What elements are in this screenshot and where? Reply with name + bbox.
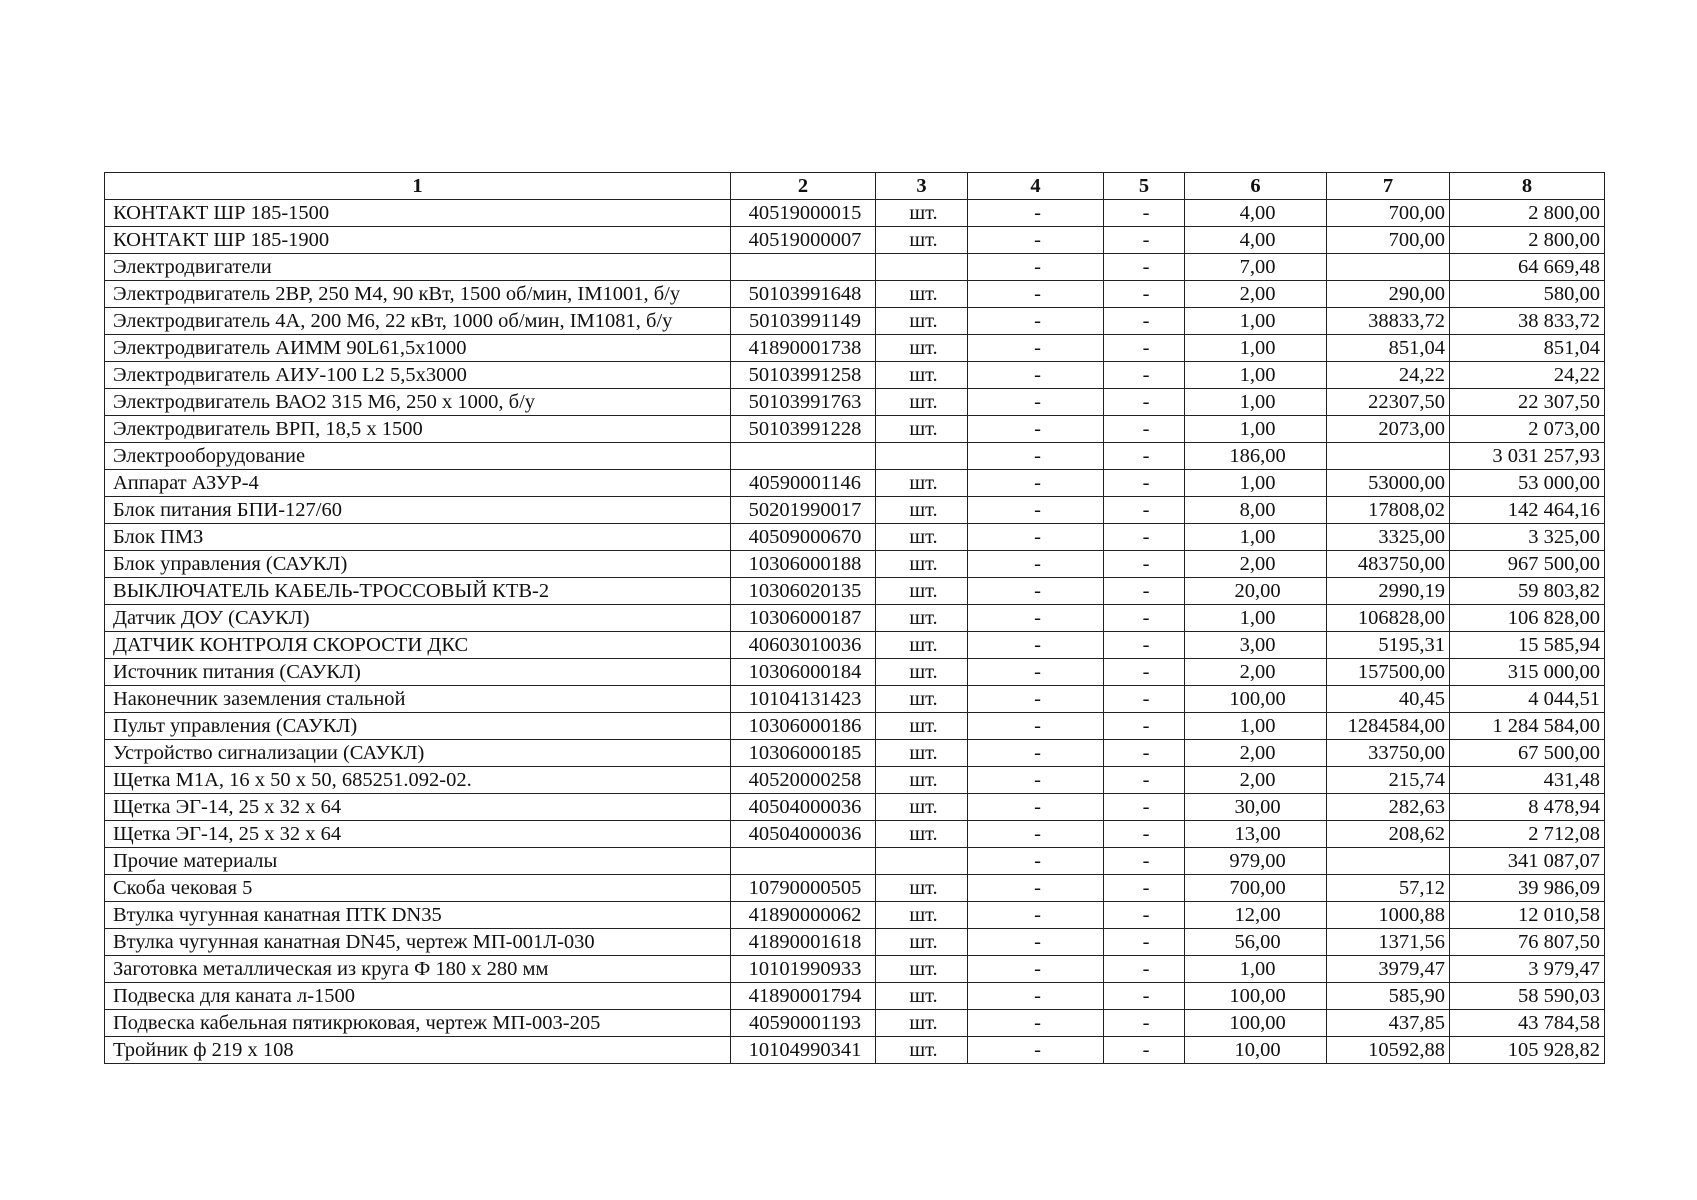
column-4-cell: - bbox=[968, 875, 1104, 902]
price-cell: 40,45 bbox=[1327, 686, 1450, 713]
sum-cell: 76 807,50 bbox=[1450, 929, 1605, 956]
column-4-cell: - bbox=[968, 470, 1104, 497]
column-4-cell: - bbox=[968, 200, 1104, 227]
item-name-cell: ВЫКЛЮЧАТЕЛЬ КАБЕЛЬ-ТРОССОВЫЙ КТВ-2 bbox=[105, 578, 731, 605]
table-row bbox=[105, 308, 1605, 335]
table-row bbox=[105, 767, 1605, 794]
item-name-cell: Наконечник заземления стальной bbox=[105, 686, 731, 713]
unit-cell: шт. bbox=[876, 578, 968, 605]
item-code-cell bbox=[731, 443, 876, 470]
price-cell: 10592,88 bbox=[1327, 1037, 1450, 1064]
unit-cell: шт. bbox=[876, 875, 968, 902]
unit-cell: шт. bbox=[876, 227, 968, 254]
table-row bbox=[105, 362, 1605, 389]
column-5-cell: - bbox=[1104, 227, 1185, 254]
table-row bbox=[105, 578, 1605, 605]
unit-cell: шт. bbox=[876, 281, 968, 308]
column-header-1: 1 bbox=[105, 173, 731, 200]
price-cell bbox=[1327, 848, 1450, 875]
sum-cell: 341 087,07 bbox=[1450, 848, 1605, 875]
price-cell: 282,63 bbox=[1327, 794, 1450, 821]
sum-cell: 43 784,58 bbox=[1450, 1010, 1605, 1037]
column-4-cell: - bbox=[968, 821, 1104, 848]
item-name-cell: Втулка чугунная канатная ПТК DN35 bbox=[105, 902, 731, 929]
column-4-cell: - bbox=[968, 1037, 1104, 1064]
table-row bbox=[105, 443, 1605, 470]
unit-cell bbox=[876, 254, 968, 281]
price-cell: 1284584,00 bbox=[1327, 713, 1450, 740]
column-5-cell: - bbox=[1104, 470, 1185, 497]
column-4-cell: - bbox=[968, 848, 1104, 875]
price-cell: 290,00 bbox=[1327, 281, 1450, 308]
quantity-cell: 8,00 bbox=[1185, 497, 1327, 524]
price-cell: 106828,00 bbox=[1327, 605, 1450, 632]
item-code-cell: 41890001738 bbox=[731, 335, 876, 362]
quantity-cell: 186,00 bbox=[1185, 443, 1327, 470]
table-row bbox=[105, 902, 1605, 929]
unit-cell: шт. bbox=[876, 821, 968, 848]
sum-cell: 3 325,00 bbox=[1450, 524, 1605, 551]
item-code-cell: 50201990017 bbox=[731, 497, 876, 524]
item-code-cell: 10790000505 bbox=[731, 875, 876, 902]
item-name-cell: Заготовка металлическая из круга Ф 180 х 280 мм bbox=[105, 956, 731, 983]
item-code-cell: 10306000188 bbox=[731, 551, 876, 578]
quantity-cell: 100,00 bbox=[1185, 983, 1327, 1010]
column-5-cell: - bbox=[1104, 443, 1185, 470]
table-row bbox=[105, 659, 1605, 686]
column-5-cell: - bbox=[1104, 416, 1185, 443]
quantity-cell: 1,00 bbox=[1185, 335, 1327, 362]
table-row bbox=[105, 1010, 1605, 1037]
table-row bbox=[105, 929, 1605, 956]
column-5-cell: - bbox=[1104, 713, 1185, 740]
quantity-cell: 2,00 bbox=[1185, 659, 1327, 686]
column-4-cell: - bbox=[968, 956, 1104, 983]
column-4-cell: - bbox=[968, 578, 1104, 605]
column-5-cell: - bbox=[1104, 362, 1185, 389]
column-4-cell: - bbox=[968, 335, 1104, 362]
table-row bbox=[105, 335, 1605, 362]
price-cell: 157500,00 bbox=[1327, 659, 1450, 686]
price-cell: 53000,00 bbox=[1327, 470, 1450, 497]
item-name-cell: Щетка М1А, 16 х 50 х 50, 685251.092-02. bbox=[105, 767, 731, 794]
sum-cell: 580,00 bbox=[1450, 281, 1605, 308]
item-code-cell: 40509000670 bbox=[731, 524, 876, 551]
sum-cell: 2 800,00 bbox=[1450, 227, 1605, 254]
item-code-cell: 40603010036 bbox=[731, 632, 876, 659]
column-4-cell: - bbox=[968, 524, 1104, 551]
table-row bbox=[105, 416, 1605, 443]
unit-cell: шт. bbox=[876, 794, 968, 821]
column-5-cell: - bbox=[1104, 605, 1185, 632]
price-cell bbox=[1327, 443, 1450, 470]
unit-cell bbox=[876, 443, 968, 470]
price-cell: 22307,50 bbox=[1327, 389, 1450, 416]
column-5-cell: - bbox=[1104, 497, 1185, 524]
sum-cell: 59 803,82 bbox=[1450, 578, 1605, 605]
quantity-cell: 979,00 bbox=[1185, 848, 1327, 875]
price-cell: 483750,00 bbox=[1327, 551, 1450, 578]
sum-cell: 967 500,00 bbox=[1450, 551, 1605, 578]
item-name-cell: ДАТЧИК КОНТРОЛЯ СКОРОСТИ ДКС bbox=[105, 632, 731, 659]
quantity-cell: 1,00 bbox=[1185, 470, 1327, 497]
table-row bbox=[105, 821, 1605, 848]
quantity-cell: 2,00 bbox=[1185, 767, 1327, 794]
sum-cell: 3 979,47 bbox=[1450, 956, 1605, 983]
column-5-cell: - bbox=[1104, 929, 1185, 956]
quantity-cell: 20,00 bbox=[1185, 578, 1327, 605]
price-cell: 24,22 bbox=[1327, 362, 1450, 389]
item-name-cell: Щетка ЭГ-14, 25 х 32 х 64 bbox=[105, 821, 731, 848]
quantity-cell: 1,00 bbox=[1185, 389, 1327, 416]
table-body bbox=[105, 200, 1605, 1064]
table-row bbox=[105, 389, 1605, 416]
quantity-cell: 4,00 bbox=[1185, 200, 1327, 227]
item-name-cell: Блок питания БПИ-127/60 bbox=[105, 497, 731, 524]
unit-cell: шт. bbox=[876, 1010, 968, 1037]
quantity-cell: 1,00 bbox=[1185, 524, 1327, 551]
column-header-5: 5 bbox=[1104, 173, 1185, 200]
column-4-cell: - bbox=[968, 416, 1104, 443]
unit-cell: шт. bbox=[876, 659, 968, 686]
sum-cell: 24,22 bbox=[1450, 362, 1605, 389]
sum-cell: 15 585,94 bbox=[1450, 632, 1605, 659]
column-5-cell: - bbox=[1104, 875, 1185, 902]
item-name-cell: Скоба чековая 5 bbox=[105, 875, 731, 902]
column-5-cell: - bbox=[1104, 659, 1185, 686]
column-5-cell: - bbox=[1104, 524, 1185, 551]
sum-cell: 64 669,48 bbox=[1450, 254, 1605, 281]
item-name-cell: Электродвигатели bbox=[105, 254, 731, 281]
column-5-cell: - bbox=[1104, 821, 1185, 848]
quantity-cell: 12,00 bbox=[1185, 902, 1327, 929]
item-code-cell: 40504000036 bbox=[731, 821, 876, 848]
item-name-cell: Электродвигатель ВРП, 18,5 х 1500 bbox=[105, 416, 731, 443]
item-code-cell: 40504000036 bbox=[731, 794, 876, 821]
item-name-cell: Прочие материалы bbox=[105, 848, 731, 875]
sum-cell: 1 284 584,00 bbox=[1450, 713, 1605, 740]
table-row bbox=[105, 956, 1605, 983]
sum-cell: 3 031 257,93 bbox=[1450, 443, 1605, 470]
quantity-cell: 56,00 bbox=[1185, 929, 1327, 956]
item-code-cell: 40520000258 bbox=[731, 767, 876, 794]
item-name-cell: Электродвигатель 2ВР, 250 М4, 90 кВт, 1500 об/мин, IМ1001, б/у bbox=[105, 281, 731, 308]
price-cell: 585,90 bbox=[1327, 983, 1450, 1010]
sum-cell: 105 928,82 bbox=[1450, 1037, 1605, 1064]
price-cell bbox=[1327, 254, 1450, 281]
table-row bbox=[105, 632, 1605, 659]
table-row bbox=[105, 794, 1605, 821]
column-5-cell: - bbox=[1104, 902, 1185, 929]
table-row bbox=[105, 254, 1605, 281]
table-row bbox=[105, 740, 1605, 767]
unit-cell: шт. bbox=[876, 1037, 968, 1064]
item-name-cell: Подвеска для каната л-1500 bbox=[105, 983, 731, 1010]
unit-cell: шт. bbox=[876, 335, 968, 362]
quantity-cell: 2,00 bbox=[1185, 281, 1327, 308]
quantity-cell: 2,00 bbox=[1185, 740, 1327, 767]
item-code-cell: 40519000007 bbox=[731, 227, 876, 254]
column-4-cell: - bbox=[968, 443, 1104, 470]
sum-cell: 2 800,00 bbox=[1450, 200, 1605, 227]
column-5-cell: - bbox=[1104, 686, 1185, 713]
sum-cell: 39 986,09 bbox=[1450, 875, 1605, 902]
item-code-cell: 40519000015 bbox=[731, 200, 876, 227]
sum-cell: 4 044,51 bbox=[1450, 686, 1605, 713]
price-cell: 38833,72 bbox=[1327, 308, 1450, 335]
item-name-cell: Источник питания (САУКЛ) bbox=[105, 659, 731, 686]
price-cell: 1000,88 bbox=[1327, 902, 1450, 929]
unit-cell: шт. bbox=[876, 470, 968, 497]
column-4-cell: - bbox=[968, 551, 1104, 578]
price-cell: 851,04 bbox=[1327, 335, 1450, 362]
item-name-cell: Электродвигатель 4А, 200 М6, 22 кВт, 1000 об/мин, IМ1081, б/у bbox=[105, 308, 731, 335]
item-name-cell: Датчик ДОУ (САУКЛ) bbox=[105, 605, 731, 632]
item-code-cell bbox=[731, 848, 876, 875]
column-header-8: 8 bbox=[1450, 173, 1605, 200]
table-row bbox=[105, 281, 1605, 308]
column-header-2: 2 bbox=[731, 173, 876, 200]
item-name-cell: Пульт управления (САУКЛ) bbox=[105, 713, 731, 740]
column-5-cell: - bbox=[1104, 794, 1185, 821]
item-code-cell: 10306000185 bbox=[731, 740, 876, 767]
unit-cell: шт. bbox=[876, 524, 968, 551]
item-code-cell: 10306000186 bbox=[731, 713, 876, 740]
sum-cell: 431,48 bbox=[1450, 767, 1605, 794]
column-5-cell: - bbox=[1104, 200, 1185, 227]
item-code-cell: 40590001146 bbox=[731, 470, 876, 497]
column-5-cell: - bbox=[1104, 1037, 1185, 1064]
column-5-cell: - bbox=[1104, 551, 1185, 578]
column-4-cell: - bbox=[968, 983, 1104, 1010]
column-4-cell: - bbox=[968, 389, 1104, 416]
sum-cell: 2 712,08 bbox=[1450, 821, 1605, 848]
quantity-cell: 13,00 bbox=[1185, 821, 1327, 848]
table-row bbox=[105, 524, 1605, 551]
column-header-4: 4 bbox=[968, 173, 1104, 200]
unit-cell: шт. bbox=[876, 956, 968, 983]
table-row bbox=[105, 605, 1605, 632]
quantity-cell: 4,00 bbox=[1185, 227, 1327, 254]
item-name-cell: Тройник ф 219 х 108 bbox=[105, 1037, 731, 1064]
quantity-cell: 30,00 bbox=[1185, 794, 1327, 821]
column-header-3: 3 bbox=[876, 173, 968, 200]
item-code-cell: 10101990933 bbox=[731, 956, 876, 983]
quantity-cell: 3,00 bbox=[1185, 632, 1327, 659]
item-code-cell: 10306020135 bbox=[731, 578, 876, 605]
item-code-cell: 41890000062 bbox=[731, 902, 876, 929]
column-header-6: 6 bbox=[1185, 173, 1327, 200]
quantity-cell: 1,00 bbox=[1185, 308, 1327, 335]
quantity-cell: 1,00 bbox=[1185, 956, 1327, 983]
price-cell: 437,85 bbox=[1327, 1010, 1450, 1037]
sum-cell: 22 307,50 bbox=[1450, 389, 1605, 416]
sum-cell: 38 833,72 bbox=[1450, 308, 1605, 335]
price-cell: 208,62 bbox=[1327, 821, 1450, 848]
sum-cell: 315 000,00 bbox=[1450, 659, 1605, 686]
quantity-cell: 100,00 bbox=[1185, 1010, 1327, 1037]
sum-cell: 142 464,16 bbox=[1450, 497, 1605, 524]
price-cell: 2990,19 bbox=[1327, 578, 1450, 605]
price-cell: 3325,00 bbox=[1327, 524, 1450, 551]
table-row bbox=[105, 875, 1605, 902]
column-5-cell: - bbox=[1104, 281, 1185, 308]
column-4-cell: - bbox=[968, 794, 1104, 821]
table-row bbox=[105, 1037, 1605, 1064]
item-name-cell: КОНТАКТ ШР 185-1500 bbox=[105, 200, 731, 227]
column-5-cell: - bbox=[1104, 389, 1185, 416]
column-4-cell: - bbox=[968, 281, 1104, 308]
column-4-cell: - bbox=[968, 227, 1104, 254]
header-row bbox=[105, 173, 1605, 200]
column-4-cell: - bbox=[968, 929, 1104, 956]
table-row bbox=[105, 470, 1605, 497]
table-row bbox=[105, 551, 1605, 578]
item-name-cell: Щетка ЭГ-14, 25 х 32 х 64 bbox=[105, 794, 731, 821]
column-5-cell: - bbox=[1104, 308, 1185, 335]
table-row bbox=[105, 200, 1605, 227]
column-header-7: 7 bbox=[1327, 173, 1450, 200]
item-name-cell: Электродвигатель АИУ-100 L2 5,5х3000 bbox=[105, 362, 731, 389]
quantity-cell: 1,00 bbox=[1185, 713, 1327, 740]
unit-cell: шт. bbox=[876, 983, 968, 1010]
column-5-cell: - bbox=[1104, 254, 1185, 281]
column-4-cell: - bbox=[968, 1010, 1104, 1037]
item-code-cell bbox=[731, 254, 876, 281]
item-code-cell: 50103991149 bbox=[731, 308, 876, 335]
column-4-cell: - bbox=[968, 605, 1104, 632]
table-row bbox=[105, 686, 1605, 713]
unit-cell: шт. bbox=[876, 767, 968, 794]
unit-cell: шт. bbox=[876, 200, 968, 227]
column-5-cell: - bbox=[1104, 335, 1185, 362]
column-4-cell: - bbox=[968, 659, 1104, 686]
column-5-cell: - bbox=[1104, 983, 1185, 1010]
item-code-cell: 10306000187 bbox=[731, 605, 876, 632]
sum-cell: 106 828,00 bbox=[1450, 605, 1605, 632]
item-name-cell: Электродвигатель ВАО2 315 М6, 250 х 1000, б/у bbox=[105, 389, 731, 416]
column-4-cell: - bbox=[968, 740, 1104, 767]
column-5-cell: - bbox=[1104, 1010, 1185, 1037]
materials-table bbox=[104, 172, 1605, 1064]
item-code-cell: 10104990341 bbox=[731, 1037, 876, 1064]
table-row bbox=[105, 983, 1605, 1010]
unit-cell: шт. bbox=[876, 686, 968, 713]
quantity-cell: 1,00 bbox=[1185, 416, 1327, 443]
sum-cell: 2 073,00 bbox=[1450, 416, 1605, 443]
price-cell: 700,00 bbox=[1327, 200, 1450, 227]
column-4-cell: - bbox=[968, 686, 1104, 713]
price-cell: 57,12 bbox=[1327, 875, 1450, 902]
table-row bbox=[105, 227, 1605, 254]
column-5-cell: - bbox=[1104, 848, 1185, 875]
column-4-cell: - bbox=[968, 902, 1104, 929]
item-name-cell: Втулка чугунная канатная DN45, чертеж МП-001Л-030 bbox=[105, 929, 731, 956]
column-5-cell: - bbox=[1104, 632, 1185, 659]
unit-cell: шт. bbox=[876, 632, 968, 659]
column-4-cell: - bbox=[968, 767, 1104, 794]
unit-cell: шт. bbox=[876, 605, 968, 632]
column-4-cell: - bbox=[968, 713, 1104, 740]
unit-cell: шт. bbox=[876, 389, 968, 416]
sum-cell: 53 000,00 bbox=[1450, 470, 1605, 497]
unit-cell: шт. bbox=[876, 713, 968, 740]
unit-cell: шт. bbox=[876, 308, 968, 335]
price-cell: 33750,00 bbox=[1327, 740, 1450, 767]
sum-cell: 12 010,58 bbox=[1450, 902, 1605, 929]
quantity-cell: 700,00 bbox=[1185, 875, 1327, 902]
unit-cell: шт. bbox=[876, 416, 968, 443]
price-cell: 215,74 bbox=[1327, 767, 1450, 794]
item-code-cell: 50103991228 bbox=[731, 416, 876, 443]
item-name-cell: Аппарат АЗУР-4 bbox=[105, 470, 731, 497]
quantity-cell: 7,00 bbox=[1185, 254, 1327, 281]
column-4-cell: - bbox=[968, 497, 1104, 524]
price-cell: 17808,02 bbox=[1327, 497, 1450, 524]
item-code-cell: 50103991763 bbox=[731, 389, 876, 416]
quantity-cell: 1,00 bbox=[1185, 362, 1327, 389]
unit-cell: шт. bbox=[876, 362, 968, 389]
item-name-cell: Устройство сигнализации (САУКЛ) bbox=[105, 740, 731, 767]
column-4-cell: - bbox=[968, 308, 1104, 335]
item-name-cell: Блок ПМЗ bbox=[105, 524, 731, 551]
price-cell: 3979,47 bbox=[1327, 956, 1450, 983]
item-name-cell: Электрооборудование bbox=[105, 443, 731, 470]
unit-cell: шт. bbox=[876, 929, 968, 956]
quantity-cell: 2,00 bbox=[1185, 551, 1327, 578]
unit-cell: шт. bbox=[876, 902, 968, 929]
quantity-cell: 100,00 bbox=[1185, 686, 1327, 713]
item-code-cell: 41890001618 bbox=[731, 929, 876, 956]
quantity-cell: 10,00 bbox=[1185, 1037, 1327, 1064]
sum-cell: 67 500,00 bbox=[1450, 740, 1605, 767]
column-5-cell: - bbox=[1104, 578, 1185, 605]
table-row bbox=[105, 848, 1605, 875]
item-name-cell: КОНТАКТ ШР 185-1900 bbox=[105, 227, 731, 254]
quantity-cell: 1,00 bbox=[1185, 605, 1327, 632]
item-name-cell: Подвеска кабельная пятикрюковая, чертеж МП-003-205 bbox=[105, 1010, 731, 1037]
price-cell: 1371,56 bbox=[1327, 929, 1450, 956]
item-code-cell: 10306000184 bbox=[731, 659, 876, 686]
column-5-cell: - bbox=[1104, 767, 1185, 794]
item-code-cell: 40590001193 bbox=[731, 1010, 876, 1037]
table-row bbox=[105, 497, 1605, 524]
item-code-cell: 50103991258 bbox=[731, 362, 876, 389]
column-5-cell: - bbox=[1104, 740, 1185, 767]
unit-cell: шт. bbox=[876, 740, 968, 767]
item-name-cell: Электродвигатель АИММ 90L61,5х1000 bbox=[105, 335, 731, 362]
sum-cell: 8 478,94 bbox=[1450, 794, 1605, 821]
column-4-cell: - bbox=[968, 362, 1104, 389]
price-cell: 700,00 bbox=[1327, 227, 1450, 254]
unit-cell: шт. bbox=[876, 497, 968, 524]
sum-cell: 58 590,03 bbox=[1450, 983, 1605, 1010]
sum-cell: 851,04 bbox=[1450, 335, 1605, 362]
price-cell: 5195,31 bbox=[1327, 632, 1450, 659]
column-4-cell: - bbox=[968, 254, 1104, 281]
unit-cell: шт. bbox=[876, 551, 968, 578]
item-name-cell: Блок управления (САУКЛ) bbox=[105, 551, 731, 578]
price-cell: 2073,00 bbox=[1327, 416, 1450, 443]
column-4-cell: - bbox=[968, 632, 1104, 659]
table-row bbox=[105, 713, 1605, 740]
unit-cell bbox=[876, 848, 968, 875]
item-code-cell: 10104131423 bbox=[731, 686, 876, 713]
item-code-cell: 50103991648 bbox=[731, 281, 876, 308]
item-code-cell: 41890001794 bbox=[731, 983, 876, 1010]
column-5-cell: - bbox=[1104, 956, 1185, 983]
